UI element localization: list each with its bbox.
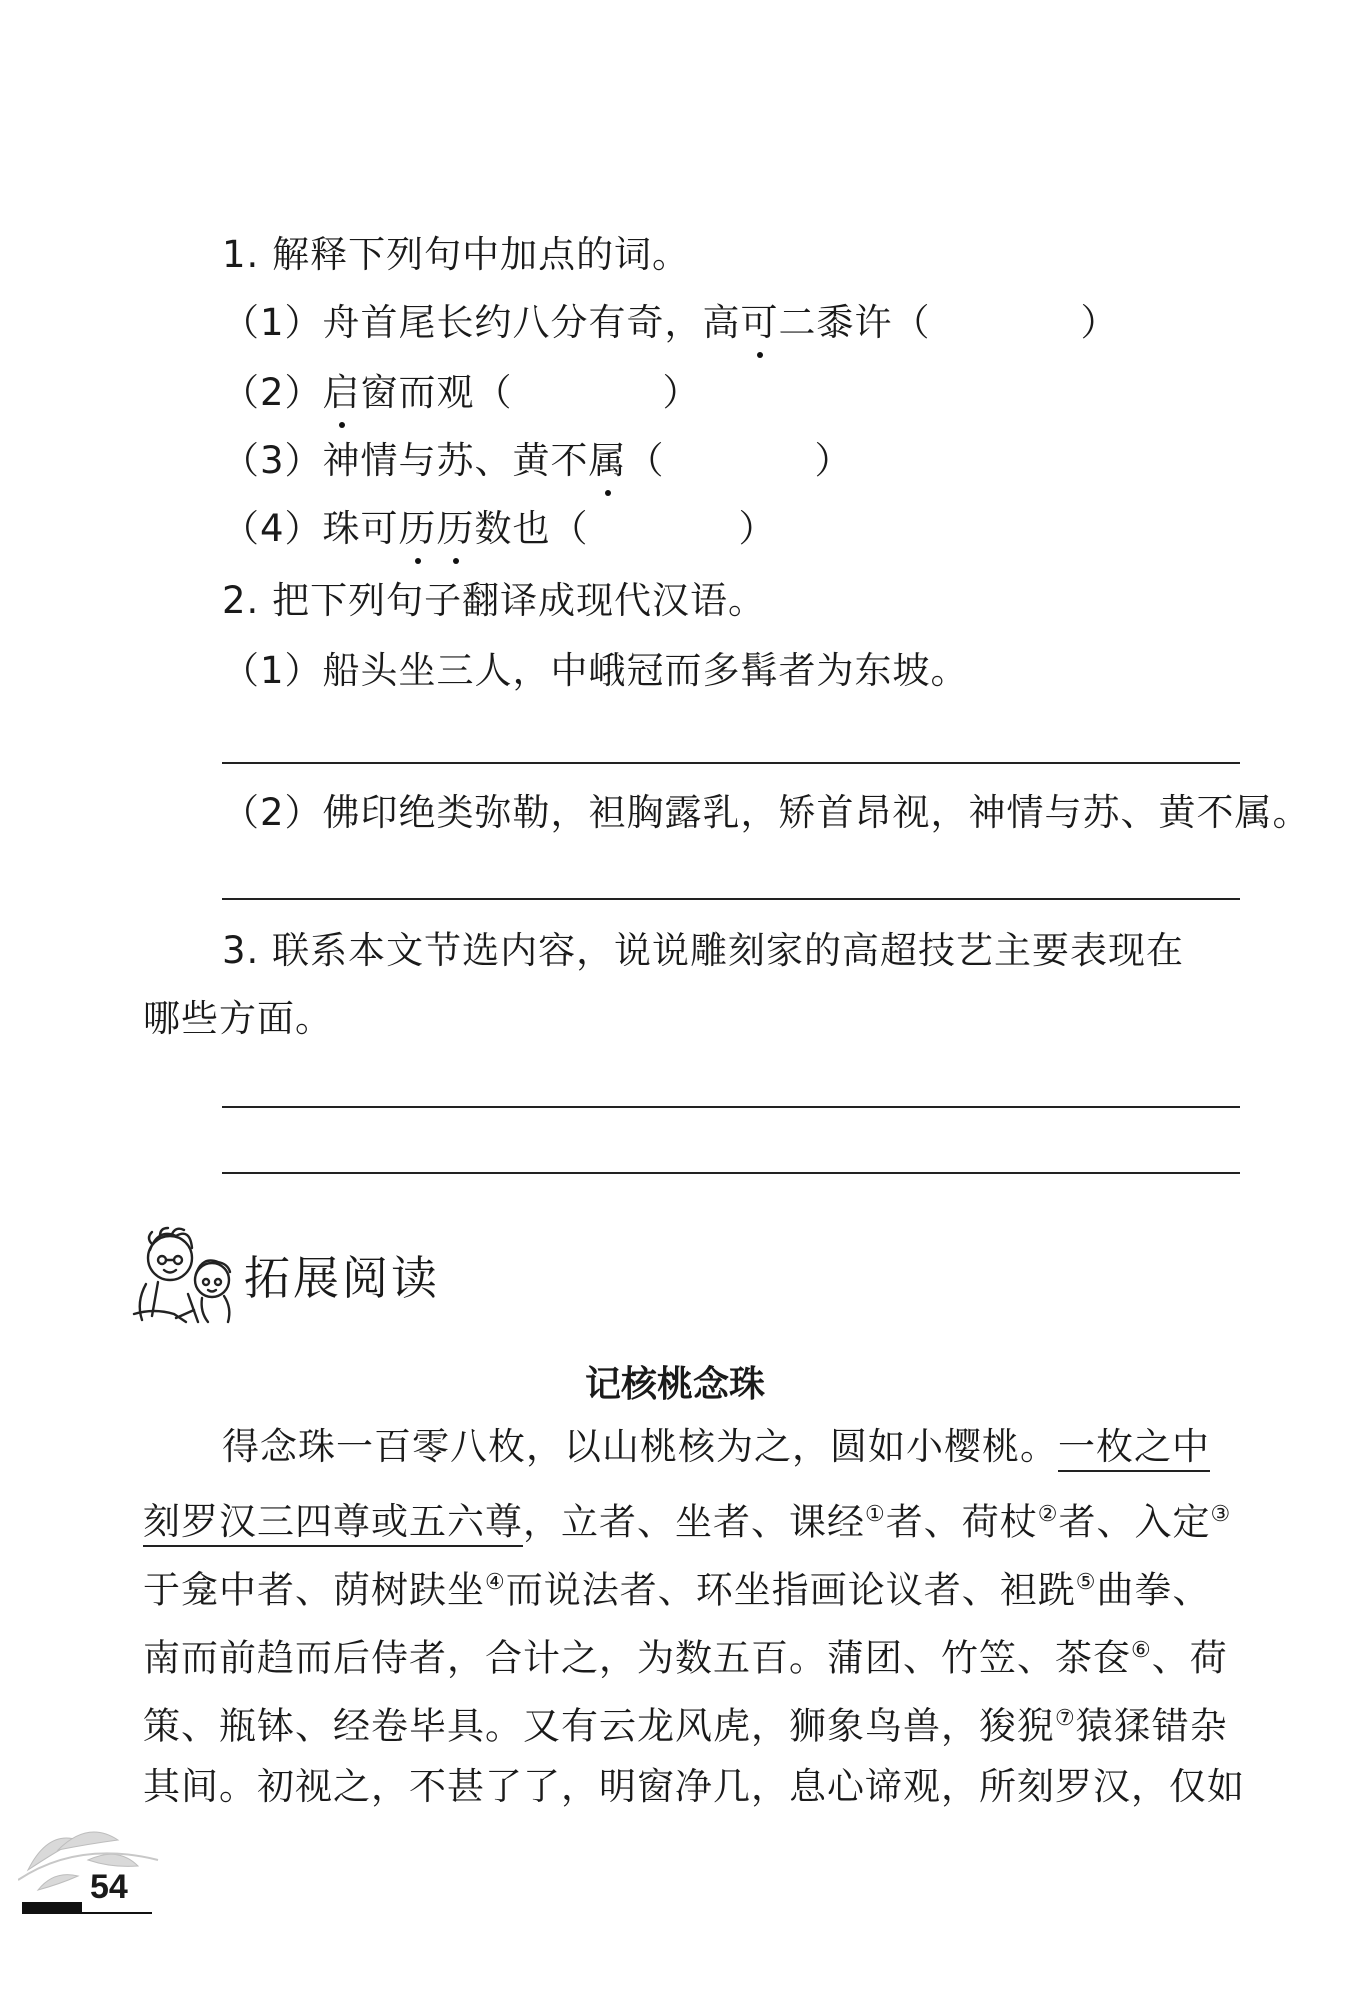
item-text: ）: [814, 439, 853, 482]
page-number: 54: [90, 1868, 128, 1906]
item-text: ）: [738, 507, 777, 550]
item-text: 二黍许（: [778, 301, 931, 344]
answer-line[interactable]: [222, 1106, 1240, 1108]
article-text: 得念珠一百零八枚，以山桃核为之，圆如小樱桃。: [222, 1425, 1058, 1468]
footnote-marker: ④: [485, 1570, 506, 1595]
dotted-word: 启: [322, 371, 361, 414]
reading-kids-icon: [128, 1222, 246, 1332]
dotted-word: 可: [740, 301, 779, 344]
footnote-marker: ②: [1037, 1502, 1059, 1527]
question-1-title: 1. 解释下列句中加点的词。: [222, 233, 691, 276]
dotted-word: 属: [588, 439, 627, 482]
question-1-item-4: [222, 506, 777, 552]
question-2-item-2: （2）佛印绝类弥勒，袒胸露乳，矫首昂视，神情与苏、黄不属。: [222, 791, 1311, 834]
footer-line: [82, 1912, 152, 1914]
underlined-text: 刻罗汉三四尊或五六尊: [143, 1500, 523, 1547]
answer-line[interactable]: [222, 1172, 1240, 1174]
article-text: ，立者、坐者、课经: [523, 1500, 865, 1544]
item-text: ）: [1080, 301, 1119, 344]
item-text: （4）珠可: [222, 507, 399, 550]
item-text: 数也（: [474, 507, 589, 550]
dotted-word: 历: [436, 507, 475, 550]
article-line-3: [143, 1560, 1210, 1613]
article-line-1: [222, 1424, 1210, 1470]
section-title: 拓展阅读: [244, 1251, 440, 1305]
item-text: （3）神情与苏、黄不: [222, 439, 589, 482]
footnote-marker: ⑤: [1075, 1570, 1097, 1595]
article-line-6: 其间。初视之，不甚了了，明窗净几，息心谛观，所刻罗汉，仅如: [143, 1765, 1245, 1808]
question-3-line-1: 3. 联系本文节选内容，说说雕刻家的高超技艺主要表现在: [222, 929, 1185, 972]
underlined-text: 一枚之中: [1058, 1425, 1210, 1472]
item-text: （: [626, 439, 665, 482]
dotted-word: 历: [398, 507, 437, 550]
item-text: ）: [662, 371, 701, 414]
article-text: 南而前趋而后侍者，合计之，为数五百。蒲团、竹笠、茶奁: [143, 1636, 1131, 1680]
question-1-item-2: [222, 370, 701, 416]
question-3-line-2: 哪些方面。: [143, 997, 333, 1040]
article-text: 曲拳、: [1096, 1568, 1211, 1612]
item-text: 窗而观（: [360, 371, 513, 414]
article-line-4: [143, 1628, 1228, 1681]
footnote-marker: ⑦: [1055, 1706, 1076, 1731]
footnote-marker: ⑥: [1131, 1638, 1152, 1663]
question-2-title: 2. 把下列句子翻译成现代汉语。: [222, 579, 767, 622]
article-text: 猿猱错杂: [1075, 1704, 1228, 1748]
answer-line[interactable]: [222, 762, 1240, 764]
article-text: 、荷: [1151, 1636, 1228, 1680]
question-2-item-1: （1）船头坐三人，中峨冠而多髯者为东坡。: [222, 649, 969, 692]
article-text: 而说法者、环坐指画论议者、袒跣: [505, 1568, 1076, 1612]
article-line-5: [143, 1696, 1228, 1749]
item-text: （2）: [222, 371, 323, 414]
footnote-marker: ③: [1210, 1502, 1232, 1527]
article-text: 者、荷杖: [885, 1500, 1038, 1544]
item-text: （1）舟首尾长约八分有奇，高: [222, 301, 741, 344]
footnote-marker: ①: [865, 1502, 886, 1527]
article-text: 策、瓶钵、经卷毕具。又有云龙风虎，狮象鸟兽，狻猊: [143, 1704, 1055, 1748]
article-text: 于龛中者、荫树趺坐: [143, 1568, 485, 1612]
question-1-item-3: [222, 438, 853, 484]
footer-bar: [22, 1902, 82, 1914]
answer-line[interactable]: [222, 898, 1240, 900]
article-text: 者、入定: [1058, 1500, 1211, 1544]
article-line-2: [143, 1492, 1231, 1545]
article-title: 记核桃念珠: [584, 1364, 765, 1405]
question-1-item-1: [222, 300, 1119, 346]
